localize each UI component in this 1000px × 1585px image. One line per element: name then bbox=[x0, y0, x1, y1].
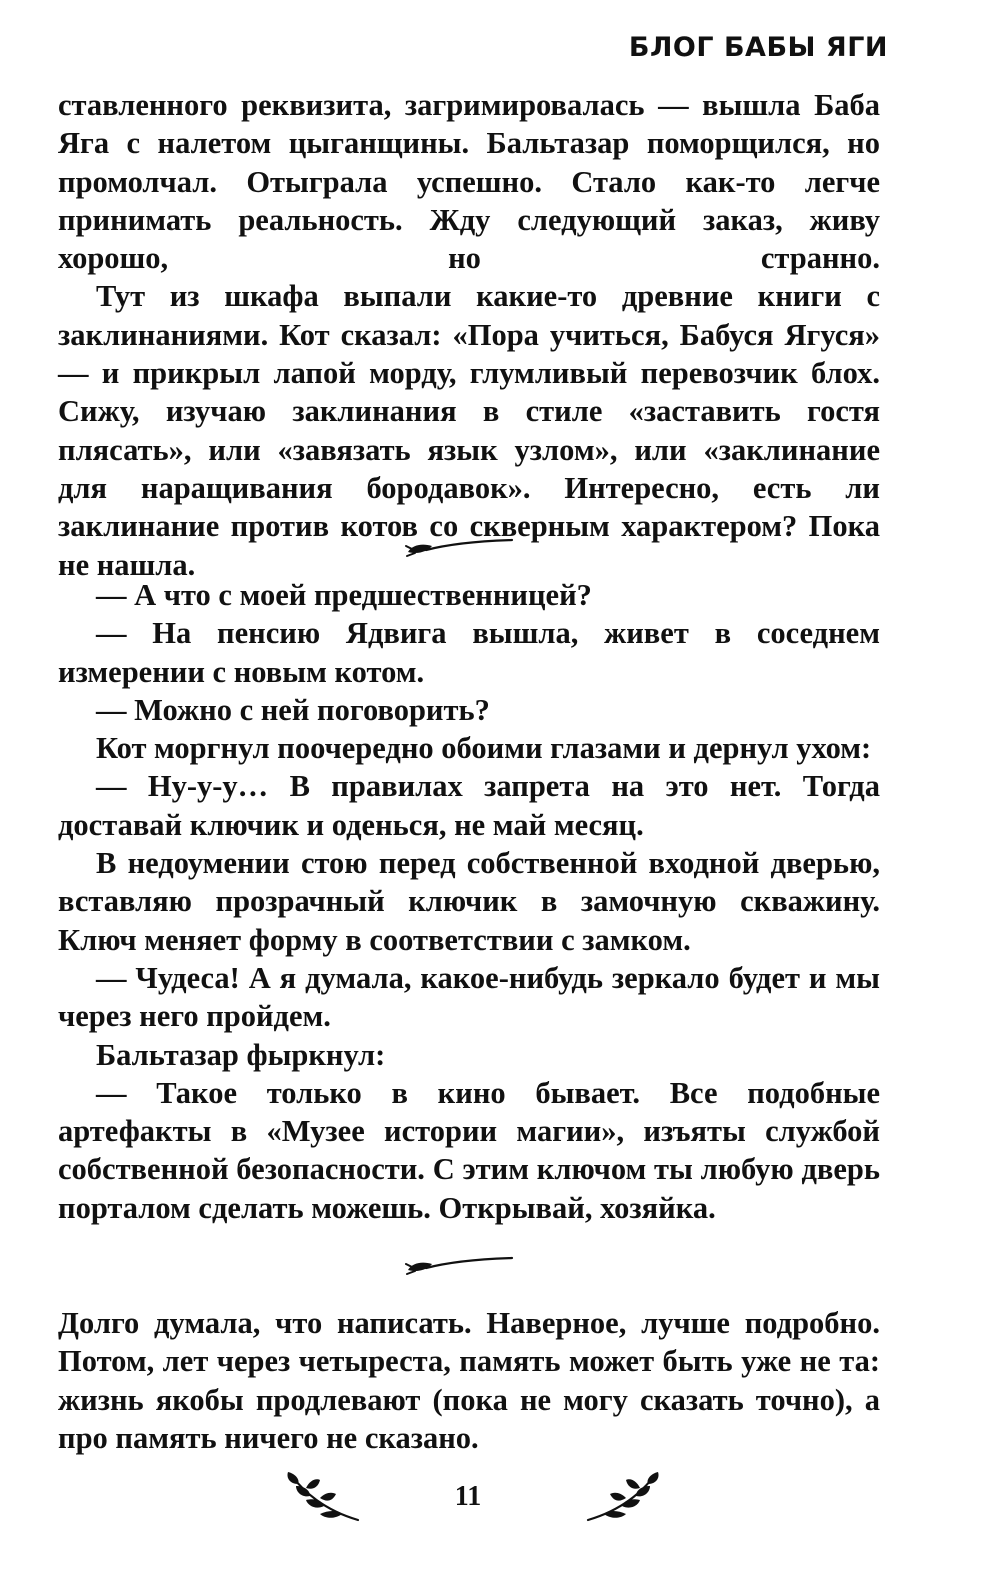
text-block-bottom bbox=[58, 1304, 880, 1457]
dialogue-line: — Можно с ней поговорить? bbox=[96, 692, 490, 727]
dialogue-line: — На пенсию Ядвига вышла, живет в соседнем измерении с новым котом. bbox=[58, 616, 880, 689]
dialogue-line: — Ну-у-у… В правилах запрета на это нет. Тогда доставай ключик и оденься, не май месяц. bbox=[58, 769, 880, 842]
paragraph: Кот моргнул поочередно обоими глазами и дернул ухом: bbox=[96, 731, 872, 766]
paragraph: Бальтазар фыркнул: bbox=[96, 1037, 386, 1072]
dialogue-line: — Такое только в кино бывает. Все подобные артефакты в «Музее истории магии», изъяты службой собственной безопасности. С этим ключом ты любую дверь порталом сделать можешь. Открывай, хозяйка. bbox=[58, 1075, 880, 1225]
paragraph: Долго думала, что написать. Наверное, лучше подробно. Потом, лет через четыреста, память может быть уже не та: жизнь якобы продлевают (пока не могу сказать точно), а про память ничего не сказано. bbox=[58, 1306, 880, 1455]
page-number: 11 bbox=[454, 1481, 482, 1512]
text-block-middle bbox=[58, 576, 880, 1227]
leaf-sprig-icon bbox=[582, 1470, 662, 1526]
dialogue-line: — Чудеса! А я думала, какое-нибудь зеркало будет и мы через него пройдем. bbox=[58, 960, 880, 1034]
leaf-sprig-icon bbox=[284, 1470, 364, 1526]
dialogue-line: — А что с моей предшественницей? bbox=[96, 578, 592, 612]
broom-icon bbox=[404, 532, 516, 562]
text-block-top bbox=[58, 86, 880, 584]
paragraph: В недоумении стою перед собственной входной дверью, вставляю прозрачный ключик в замочную скважину. Ключ меняет форму в соответствии с замком. bbox=[58, 846, 880, 957]
broom-icon bbox=[404, 1250, 516, 1280]
running-head: БЛОГ БАБЫ ЯГИ bbox=[628, 32, 888, 63]
paragraph: ставленного реквизита, загримировалась — вышла Баба Яга с налетом цыганщины. Бальтазар поморщился, но промолчал. Отыграла успешно. Стало как-то легче принимать реальность. Жду следующий заказ, живу хорошо, но странно. bbox=[58, 88, 880, 276]
page-footer bbox=[0, 1470, 1000, 1530]
paragraph: Тут из шкафа выпали какие-то древние книги с заклинаниями. Кот сказал: «Пора учиться, Бабуся Ягуся» — и прикрыл лапой морду, глумливый перевозчик блох. Сижу, изучаю заклинания в стиле «заставить гостя плясать», или «завязать язык узлом», или «заклинание для наращивания бородавок». Интересно, есть ли заклинание против котов со скверным характером? Пока не нашла. bbox=[58, 279, 880, 582]
